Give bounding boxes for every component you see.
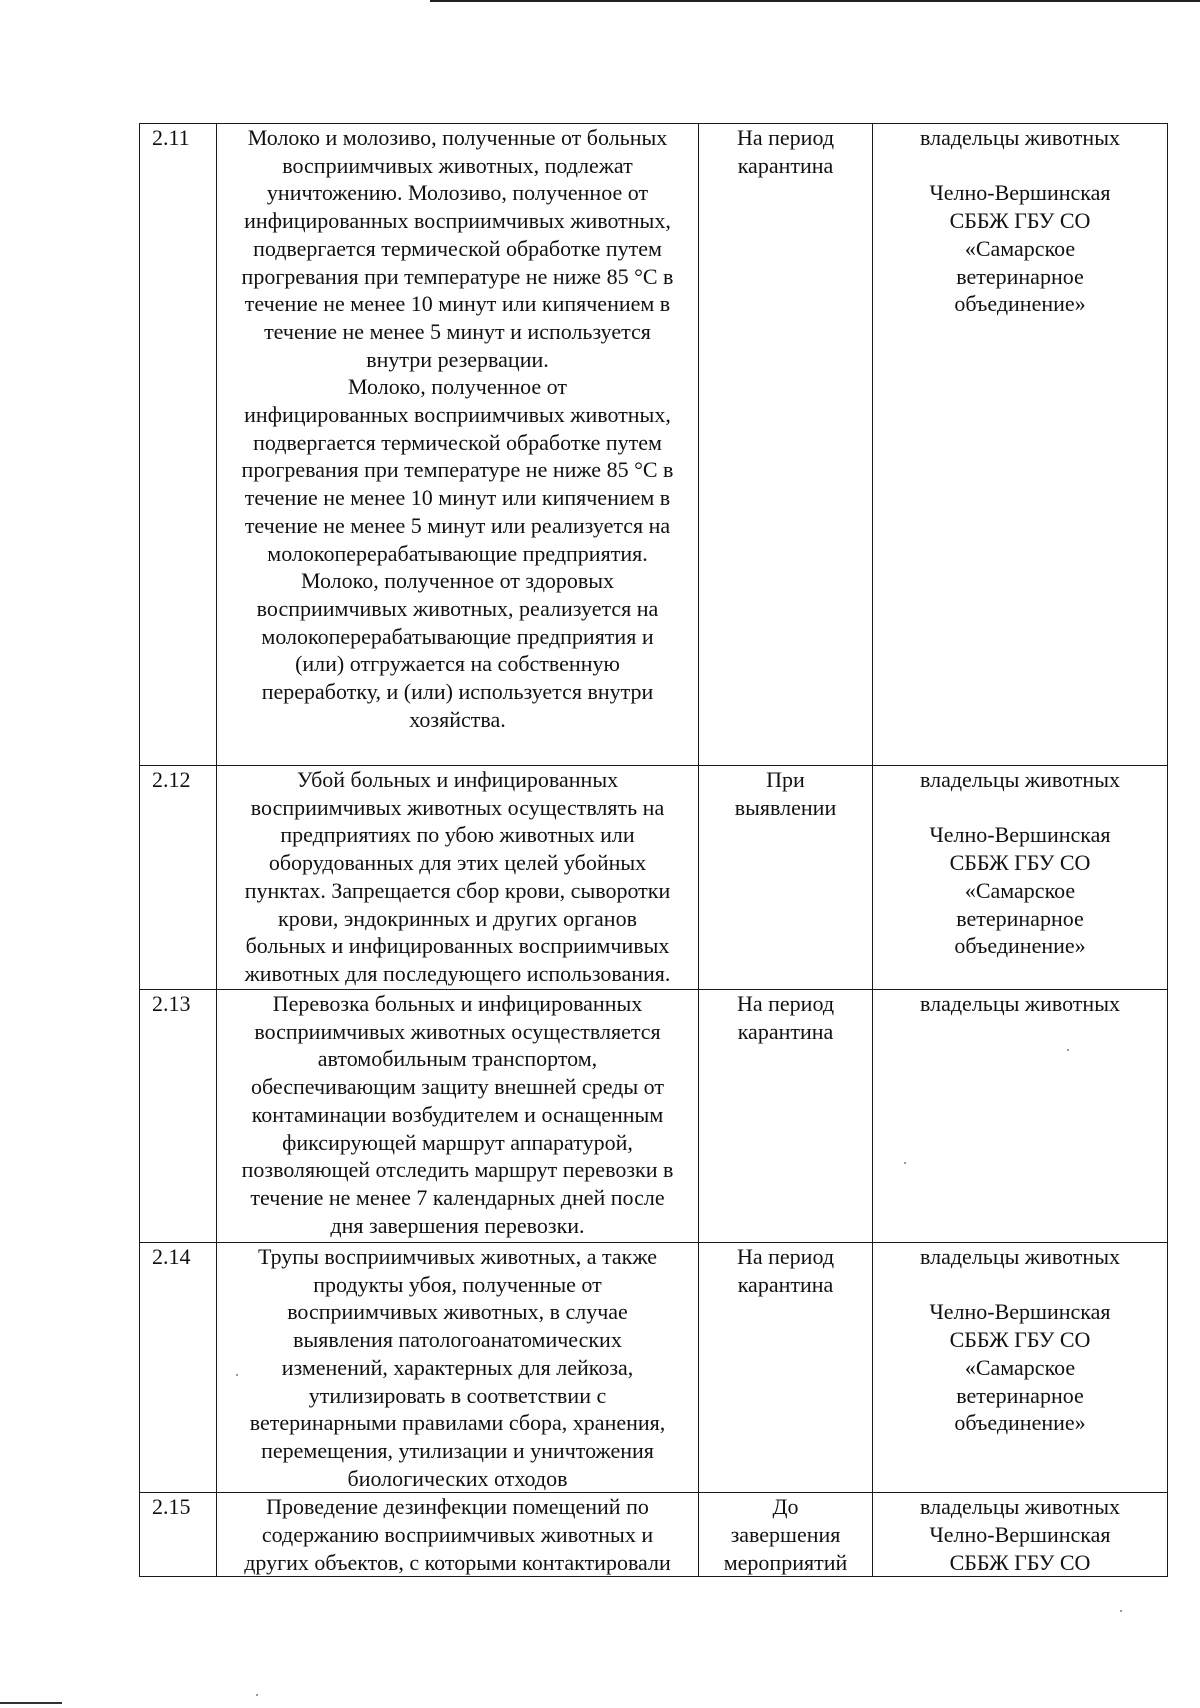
- text-line: мероприятий: [723, 1549, 848, 1575]
- table-row: [140, 990, 1168, 1243]
- text-line: восприимчивых животных осуществляется: [254, 1018, 661, 1044]
- text-line: позволяющей отследить маршрут перевозки в: [241, 1157, 674, 1183]
- text-line: других объектов, с которыми контактировали: [244, 1549, 671, 1575]
- bottom-edge-line: [0, 1702, 62, 1704]
- text-line: прогревания при температуре не ниже 85 °С в: [241, 457, 674, 483]
- text-line: При: [766, 767, 805, 792]
- text-line: Молоко, полученное от здоровых: [300, 568, 615, 594]
- text-line: владельцы животных: [920, 991, 1120, 1016]
- text-line: завершения: [730, 1522, 841, 1548]
- scan-speck: [236, 1374, 238, 1376]
- scan-speck: [1120, 1610, 1122, 1612]
- measure-period: [699, 990, 873, 1243]
- text-line: ветеринарное: [956, 1382, 1084, 1408]
- text-line: объединение»: [954, 933, 1086, 959]
- measure-description: [217, 1243, 699, 1493]
- responsible-party: [873, 766, 1168, 990]
- text-line: биологических отходов: [347, 1465, 568, 1491]
- text-line: перемещения, утилизации и уничтожения: [261, 1437, 654, 1463]
- text-line: Молоко и молозиво, полученные от больных: [247, 125, 668, 150]
- text-line: выявлении: [734, 794, 837, 820]
- measure-description: [217, 990, 699, 1243]
- text-line: восприимчивых животных, подлежат: [282, 152, 633, 178]
- text-line: На период: [736, 125, 835, 150]
- text-line: уничтожению. Молозиво, полученное от: [266, 180, 649, 206]
- text-line: Перевозка больных и инфицированных: [272, 991, 643, 1016]
- table-row: [140, 1243, 1168, 1493]
- text-line: владельцы животных: [920, 1244, 1120, 1269]
- blank-line: [878, 794, 1162, 822]
- row-number: 2.13: [140, 990, 217, 1243]
- text-line: Проведение дезинфекции помещений по: [266, 1494, 649, 1520]
- text-line: владельцы животных: [920, 767, 1120, 792]
- table-row: [140, 766, 1168, 990]
- text-line: ветеринарное: [956, 263, 1084, 289]
- text-line: восприимчивых животных, реализуется на: [256, 595, 659, 621]
- text-line: обеспечивающим защиту внешней среды от: [251, 1074, 664, 1100]
- measures-table: [139, 123, 1168, 1577]
- row-number: 2.15: [140, 1493, 217, 1577]
- text-line: течение не менее 7 календарных дней после: [250, 1184, 665, 1210]
- text-line: владельцы животных: [920, 125, 1120, 150]
- scan-speck: [904, 1162, 906, 1164]
- row-number: 2.14: [140, 1243, 217, 1493]
- measure-period: [699, 766, 873, 990]
- text-line: До: [772, 1494, 799, 1520]
- text-line: Челно-Вершинская: [929, 822, 1111, 848]
- text-line: Челно-Вершинская: [929, 180, 1111, 206]
- text-line: восприимчивых животных, в случае: [287, 1299, 628, 1325]
- text-line: Челно-Вершинская: [929, 1522, 1111, 1548]
- text-line: продукты убоя, полученные от: [313, 1271, 602, 1297]
- text-line: течение не менее 10 минут или кипячением в: [244, 485, 671, 511]
- text-line: утилизировать в соответствии с: [308, 1382, 607, 1408]
- blank-line: [878, 152, 1162, 180]
- text-line: дня завершения перевозки.: [330, 1212, 585, 1238]
- text-line: ветеринарными правилами сбора, хранения,: [249, 1410, 666, 1436]
- scan-speck: [1067, 1049, 1069, 1051]
- text-line: Трупы восприимчивых животных, а также: [257, 1244, 658, 1269]
- responsible-party: [873, 124, 1168, 766]
- text-line: оборудованных для этих целей убойных: [268, 850, 647, 876]
- text-line: карантина: [737, 1271, 834, 1297]
- text-line: На период: [736, 1244, 835, 1269]
- text-line: хозяйства.: [409, 706, 506, 732]
- responsible-party: [873, 990, 1168, 1243]
- responsible-party: [873, 1493, 1168, 1577]
- measure-period: [699, 124, 873, 766]
- row-number: 2.11: [140, 124, 217, 766]
- blank-line: [878, 1271, 1162, 1299]
- measure-description: [217, 766, 699, 990]
- measure-period: [699, 1493, 873, 1577]
- text-line: фиксирующей маршрут аппаратурой,: [282, 1129, 633, 1155]
- text-line: владельцы животных: [920, 1494, 1120, 1520]
- text-line: ветеринарное: [956, 905, 1084, 931]
- text-line: Убой больных и инфицированных: [296, 767, 619, 792]
- text-line: изменений, характерных для лейкоза,: [281, 1354, 634, 1380]
- text-line: СББЖ ГБУ СО: [949, 1327, 1091, 1353]
- text-line: течение не менее 5 минут или реализуется на: [244, 512, 671, 538]
- text-line: объединение»: [954, 291, 1086, 317]
- scan-speck: [256, 1694, 258, 1696]
- text-line: течение не менее 10 минут или кипячением в: [244, 291, 671, 317]
- text-line: объединение»: [954, 1410, 1086, 1436]
- text-line: переработку, и (или) используется внутри: [261, 679, 654, 705]
- text-line: (или) отгружается на собственную: [295, 651, 620, 677]
- text-line: внутри резервации.: [366, 346, 549, 372]
- text-line: подвергается термической обработке путем: [253, 429, 662, 455]
- measure-period: [699, 1243, 873, 1493]
- text-line: пунктах. Запрещается сбор крови, сыворотки: [244, 877, 671, 903]
- text-line: крови, эндокринных и других органов: [278, 905, 637, 931]
- text-line: СББЖ ГБУ СО: [949, 208, 1091, 234]
- measure-description: [217, 124, 699, 766]
- text-line: молокоперерабатывающие предприятия.: [267, 540, 648, 566]
- text-line: На период: [736, 991, 835, 1016]
- text-line: больных и инфицированных восприимчивых: [245, 933, 670, 959]
- row-number: 2.12: [140, 766, 217, 990]
- text-line: «Самарское: [964, 877, 1076, 903]
- text-line: СББЖ ГБУ СО: [949, 850, 1091, 876]
- text-line: течение не менее 5 минут и используется: [264, 318, 651, 344]
- text-line: Челно-Вершинская: [929, 1299, 1111, 1325]
- table-row: [140, 1493, 1168, 1577]
- text-line: «Самарское: [964, 235, 1076, 261]
- text-line: выявления патологоанатомических: [293, 1327, 622, 1353]
- measure-description: [217, 1493, 699, 1577]
- text-line: инфицированных восприимчивых животных,: [244, 402, 671, 428]
- text-line: животных для последующего использования.: [244, 960, 671, 986]
- table-row: [140, 124, 1168, 766]
- text-line: карантина: [737, 152, 834, 178]
- top-border-line: [430, 0, 1200, 2]
- text-line: инфицированных восприимчивых животных,: [244, 208, 671, 234]
- text-line: контаминации возбудителем и оснащенным: [251, 1101, 664, 1127]
- text-line: «Самарское: [964, 1354, 1076, 1380]
- text-line: подвергается термической обработке путем: [253, 235, 662, 261]
- text-line: содержанию восприимчивых животных и: [261, 1522, 654, 1548]
- text-line: молокоперерабатывающие предприятия и: [261, 623, 654, 649]
- text-line: прогревания при температуре не ниже 85 °С в: [241, 263, 674, 289]
- responsible-party: [873, 1243, 1168, 1493]
- text-line: карантина: [737, 1018, 834, 1044]
- text-line: автомобильным транспортом,: [317, 1046, 598, 1072]
- text-line: СББЖ ГБУ СО: [949, 1549, 1091, 1575]
- text-line: Молоко, полученное от: [348, 374, 567, 400]
- text-line: восприимчивых животных осуществлять на: [250, 794, 665, 820]
- text-line: предприятиях по убою животных или: [280, 822, 635, 848]
